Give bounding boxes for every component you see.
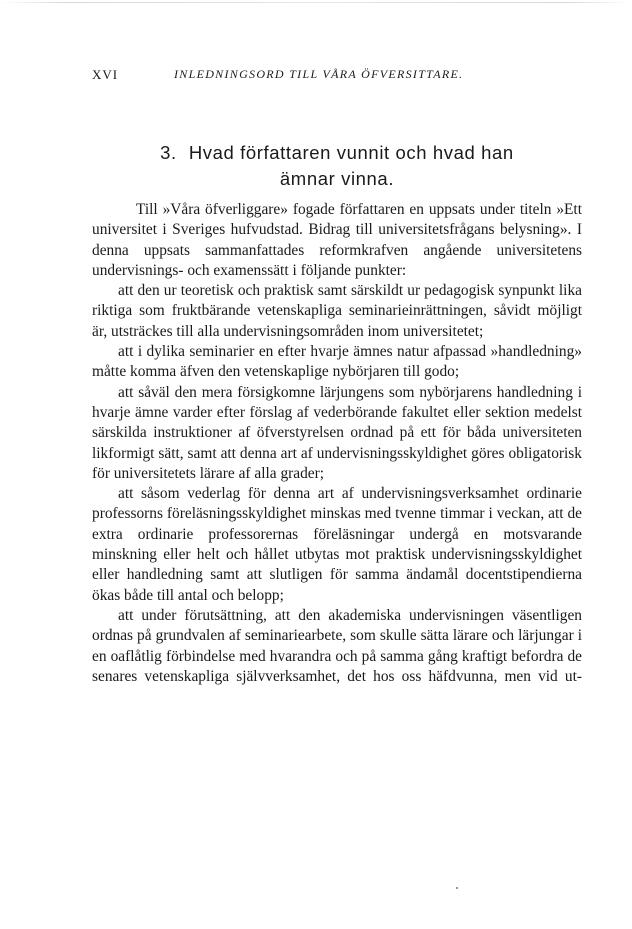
section-heading — [92, 140, 582, 192]
paper-speck — [456, 887, 458, 889]
running-header — [92, 67, 552, 87]
paragraph-intro: Till »Våra öfverliggare» fogade författaren en uppsats under titeln »Ett universitet i Sveriges hufvudstad. Bidrag till universitetsfrågans belysning». I denna uppsats sammanfattades reformkrafven angående universitetens undervisnings- och examenssätt i följande punkter: — [92, 201, 582, 279]
paragraph-point-1: att den ur teoretisk och praktisk samt särskildt ur pedagogisk synpunkt lika riktiga som fruktbärande vetenskapliga seminarieinrättningen, såvidt möjligt är, utsträckes till alla undervisningsområden inom universitetet; — [92, 282, 582, 340]
section-heading-line-1 — [92, 140, 582, 166]
section-title-line-2: ämnar vinna. — [279, 168, 395, 189]
body-text — [92, 200, 582, 687]
running-title: INLEDNINGSORD TILL VÅRA ÖFVERSITTARE. — [174, 67, 464, 81]
paragraph-point-4: att såsom vederlag för denna art af undervisningsverksamhet ordinarie professorns föreläsningsskyldighet minskas med tvenne timmar i veckan, att de extra ordinarie professorernas föreläsningar undergå en motsvarande minskning eller helt och hållet utbytas mot praktisk undervisningsskyldighet eller handledning samt att slutligen för samma ändamål docentstipendierna ökas både till antal och belopp; — [92, 485, 582, 604]
section-title-line-1: Hvad författaren vunnit och hvad han — [188, 142, 514, 163]
paragraph-point-3: att såväl den mera försigkomne lärjungens som nybörjarens handledning i hvarje ämne varder efter förslag af vederbörande fakultet eller sektion medelst särskilda instruktioner af öfverstyrelsen ordnad på ett för båda universiteten likformigt sätt, samt att denna art af undervisningsskyldighet göres obligatorisk för universitetets lärare af alla grader; — [92, 383, 582, 482]
paragraph-point-5: att under förutsättning, att den akademiska undervisningen väsentligen ordnas på grundvalen af seminariearbete, som skulle sätta lärare och lärjungar i en oaflåtlig förbindelse med hvarandra och på samma gång kraftigt befordra de senares vetenskapliga självverksamhet, det hos oss häfdvunna, men vid ut- — [92, 606, 582, 685]
section-number: 3. — [160, 142, 177, 163]
page-edge-line — [0, 2, 632, 3]
page-number: XVI — [92, 67, 119, 82]
paragraph-point-2: att i dylika seminarier en efter hvarje ämnes natur afpassad »handledning» måtte komma äfven den vetenskaplige nybörjaren till godo; — [92, 343, 582, 381]
